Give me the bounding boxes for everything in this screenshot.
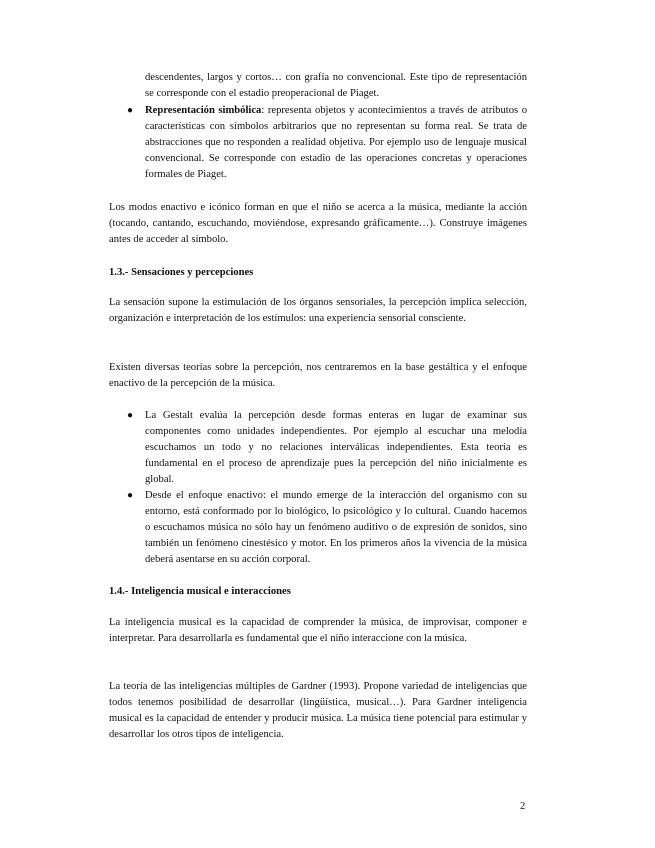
bullet-term: Representación simbólica xyxy=(145,105,262,116)
bullet-icon: ● xyxy=(127,490,134,501)
paragraph-inteligencia: La inteligencia musical es la capacidad de comprender la música, de improvisar, componer e interpretar. Para desarrollarla es fundamental que el niño interaccione con la música. xyxy=(109,617,527,644)
bullet-icon: ● xyxy=(127,410,134,421)
page-number: 2 xyxy=(520,801,526,812)
paragraph-modos: Los modos enactivo e icónico forman en que el niño se acerca a la música, mediante la acción (tocando, cantando, escuchando, moviéndose, expresando gráficamente…). Construye imágenes antes de acceder al símbolo. xyxy=(109,202,527,245)
heading-inteligencia: 1.4.- Inteligencia musical e interacciones xyxy=(109,586,291,597)
paragraph-sensacion: La sensación supone la estimulación de los órganos sensoriales, la percepción implica selección, organización e interpretación de los estímulos: una experiencia sensorial consciente. xyxy=(109,297,527,324)
continued-paragraph: descendentes, largos y cortos… con grafía no convencional. Este tipo de representación se corresponde con el estadio preoperacional de Piaget. xyxy=(145,72,527,99)
bullet-gestalt: La Gestalt evalúa la percepción desde formas enteras en lugar de examinar sus componentes como unidades independientes. Por ejemplo al escuchar una melodía escuchamos un todo y no relaciones interválicas independientes. Esta teoría es fundamental en el proceso de aprendizaje pues la percepción del niño inicialmente es global. xyxy=(145,410,527,485)
bullet-enfoque-enactivo: Desde el enfoque enactivo: el mundo emerge de la interacción del organismo con su entorno, está conformado por lo biológico, lo psicológico y lo cultural. Cuando hacemos o escuchamos música no sólo hay un fenómeno auditivo o de expresión de sonidos, sino también un fenómeno cinestésico y motor. En los primeros años la vivencia de la música deberá asentarse en su acción corporal. xyxy=(145,490,527,565)
paragraph-teorias: Existen diversas teorías sobre la percepción, nos centraremos en la base gestáltica y el enfoque enactivo de la percepción de la música. xyxy=(109,362,527,389)
bullet-representacion-simbolica xyxy=(145,103,527,183)
paragraph-gardner: La teoría de las inteligencias múltiples de Gardner (1993). Propone variedad de inteligencias que todos tenemos posibilidad de desarrollar (lingüística, musical…). Para Gardner inteligencia musical es la capacidad de entender y producir música. La música tiene potencial para estimular y desarrollar los otros tipos de inteligencia. xyxy=(109,681,527,740)
heading-sensaciones: 1.3.- Sensaciones y percepciones xyxy=(109,267,254,278)
bullet-text: : representa objetos y acontecimientos a través de atributos o características con símbolos arbitrarios que no representan su forma real. Se trata de abstracciones que no responden a realidad objetiva. Por ejemplo uso de lenguaje musical convencional. Se corresponde con estadio de las operaciones concretas y operaciones formales de Piaget. xyxy=(145,105,527,180)
bullet-icon: ● xyxy=(127,105,134,116)
